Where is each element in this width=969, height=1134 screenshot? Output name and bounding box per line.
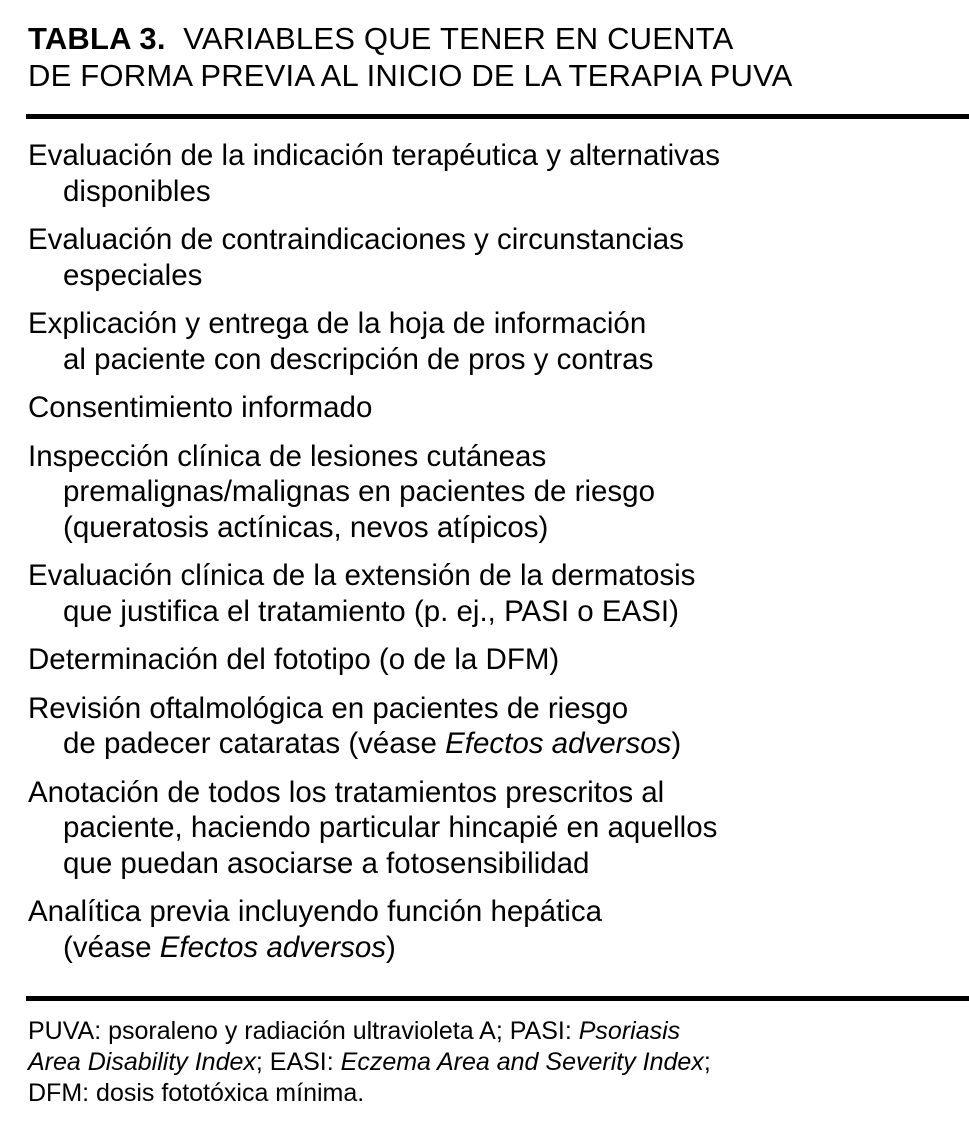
list-item: Analítica previa incluyendo función hepática (véase Efectos adversos) <box>28 895 602 964</box>
table-title-line2: DE FORMA PREVIA AL INICIO DE LA TERAPIA PUVA <box>28 58 793 93</box>
list-item: Evaluación de la indicación terapéutica y alternativas disponibles <box>28 139 721 208</box>
list-item: Revisión oftalmológica en pacientes de riesgo de padecer cataratas (véase Efectos adversos) <box>28 691 682 760</box>
top-rule <box>26 114 969 119</box>
list-item: Evaluación de contraindicaciones y circunstancias especiales <box>28 223 684 292</box>
bottom-rule <box>26 996 969 1001</box>
list-item: Determinación del fototipo (o de la DFM) <box>28 643 560 676</box>
list-item: Evaluación clínica de la extensión de la dermatosis que justifica el tratamiento (p. ej., PASI o EASI) <box>28 559 696 628</box>
table-label: TABLA 3. <box>28 21 166 56</box>
table-footnote: PUVA: psoraleno y radiación ultravioleta A; PASI: Psoriasis Area Disability Index; EASI: Eczema Area and Severity Index; DFM: dosis fototóxica mínima. <box>28 1017 711 1107</box>
table-title-line1: VARIABLES QUE TENER EN CUENTA <box>183 21 734 56</box>
table-title <box>28 20 948 94</box>
variables-list <box>28 138 948 965</box>
list-item: Inspección clínica de lesiones cutáneas premalignas/malignas en pacientes de riesgo (queratosis actínicas, nevos atípicos) <box>28 439 655 544</box>
list-item: Explicación y entrega de la hoja de información al paciente con descripción de pros y contras <box>28 307 654 376</box>
list-item: Consentimiento informado <box>28 391 373 424</box>
list-item: Anotación de todos los tratamientos prescritos al paciente, haciendo particular hincapié en aquellos que puedan asociarse a fotosensibilidad <box>28 775 718 880</box>
